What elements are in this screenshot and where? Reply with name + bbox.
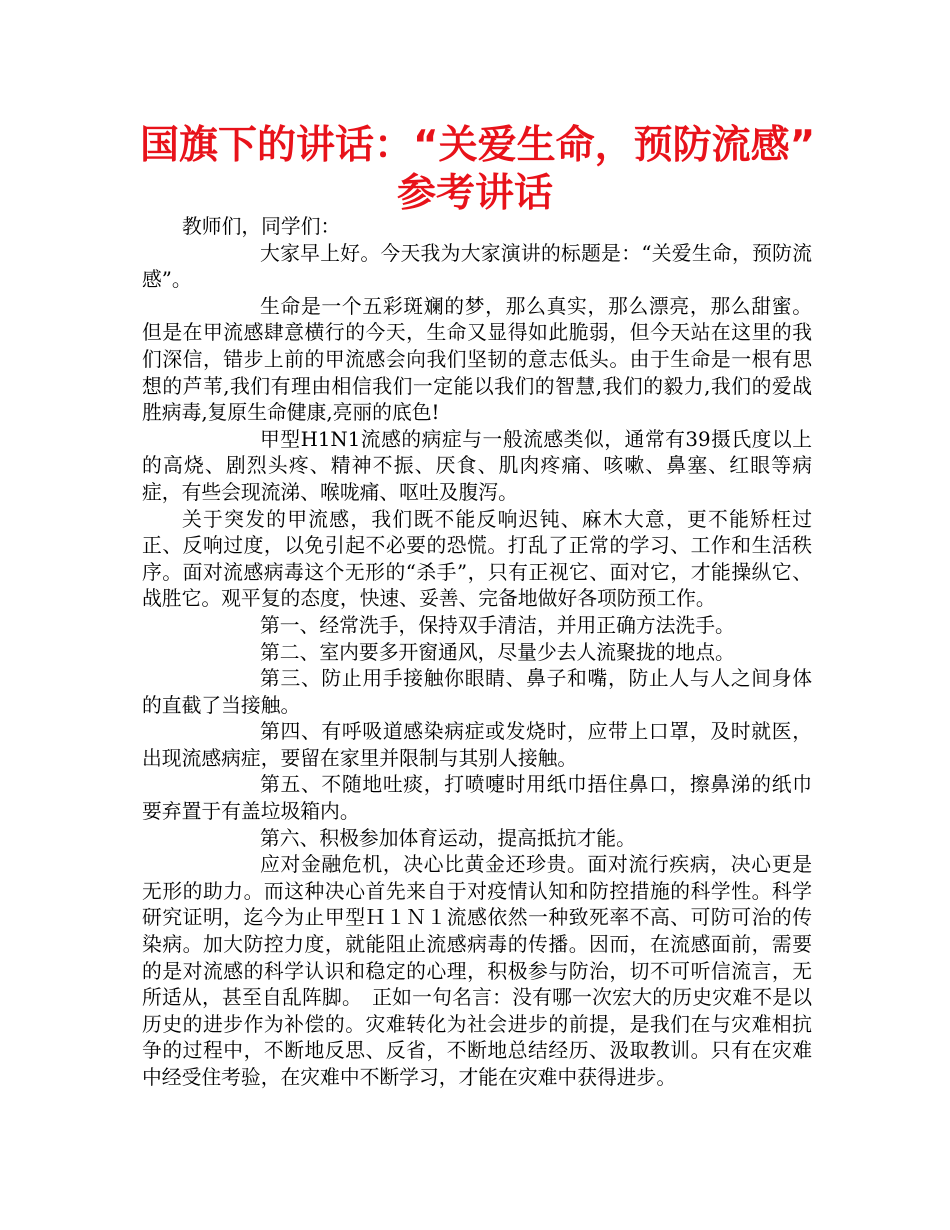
paragraph-attitude: 关于突发的甲流感，我们既不能反响迟钝、麻木大意，更不能矫枉过正、反响过度，以免引起不必要的恐慌。打乱了正常的学习、工作和生活秩序。面对流感病毒这个无形的“杀手”，只有正视它、面对它，才能操纵它、战胜它。观平复的态度，快速、妥善、完备地做好各项防预工作。 <box>142 507 812 611</box>
paragraph-conclusion: 应对金融危机，决心比黄金还珍贵。面对流行疾病，决心更是无形的助力。而这种决心首先来自于对疫情认知和防控措施的科学性。科学研究证明，迄今为止甲型Ｈ１Ｎ１流感依然一种致死率不高、可防可治的传染病。加大防控力度，就能阻止流感病毒的传播。因而，在流感面前，需要的是对流感的科学认识和稳定的心理，积极参与防治，切不可听信流言，无所适从，甚至自乱阵脚。 正如一句名言：没有哪一次宏大的历史灾难不是以历史的进步作为补偿的。灾难转化为社会进步的前提，是我们在与灾难相抗争的过程中，不断地反思、反省，不断地总结经历、汲取教训。只有在灾难中经受住考验，在灾难中不断学习，才能在灾难中获得进步。 <box>142 853 812 1089</box>
list-item: 第六、积极参加体育运动，提高抵抗才能。 <box>260 826 636 850</box>
salutation: 教师们，同学们： <box>182 215 341 238</box>
list-item: 第一、经常洗手，保持双手清洁，并用正确方法洗手。 <box>260 613 735 637</box>
list-item: 第四、有呼吸道感染病症或发烧时，应带上口罩，及时就医，出现流感病症，要留在家里并限制与其别人接触。 <box>142 720 812 770</box>
paragraph-greeting: 大家早上好。今天我为大家演讲的标题是：“关爱生命，预防流感”。 <box>142 241 812 292</box>
document-subtitle: 参考讲话 <box>396 171 553 216</box>
list-item: 第三、防止用手接触你眼睛、鼻子和嘴，防止人与人之间身体的直截了当接触。 <box>142 667 812 717</box>
list-item: 第二、室内要多开窗通风，尽量少去人流聚拢的地点。 <box>260 640 735 664</box>
document-body <box>142 214 812 1092</box>
paragraph-life: 生命是一个五彩斑斓的梦，那么真实，那么漂亮，那么甜蜜。但是在甲流感肆意横行的今天，生命又显得如此脆弱，但今天站在这里的我们深信，错步上前的甲流感会向我们坚韧的意志低头。由于生命是一根有思想的芦苇,我们有理由相信我们一定能以我们的智慧,我们的毅力,我们的爱战胜病毒,复原生命健康,亮丽的底色! <box>142 294 812 425</box>
document-title: 国旗下的讲话：“关爱生命，预防流感” <box>140 123 816 168</box>
paragraph-symptoms: 甲型H1N1流感的病症与一般流感类似，通常有39摄氏度以上的高烧、剧烈头疼、精神不振、厌食、肌肉疼痛、咳嗽、鼻塞、红眼等病症，有些会现流涕、喉咙痛、呕吐及腹泻。 <box>142 427 812 504</box>
list-item: 第五、不随地吐痰，打喷嚏时用纸巾捂住鼻口，擦鼻涕的纸巾要弃置于有盖垃圾箱内。 <box>142 773 812 824</box>
